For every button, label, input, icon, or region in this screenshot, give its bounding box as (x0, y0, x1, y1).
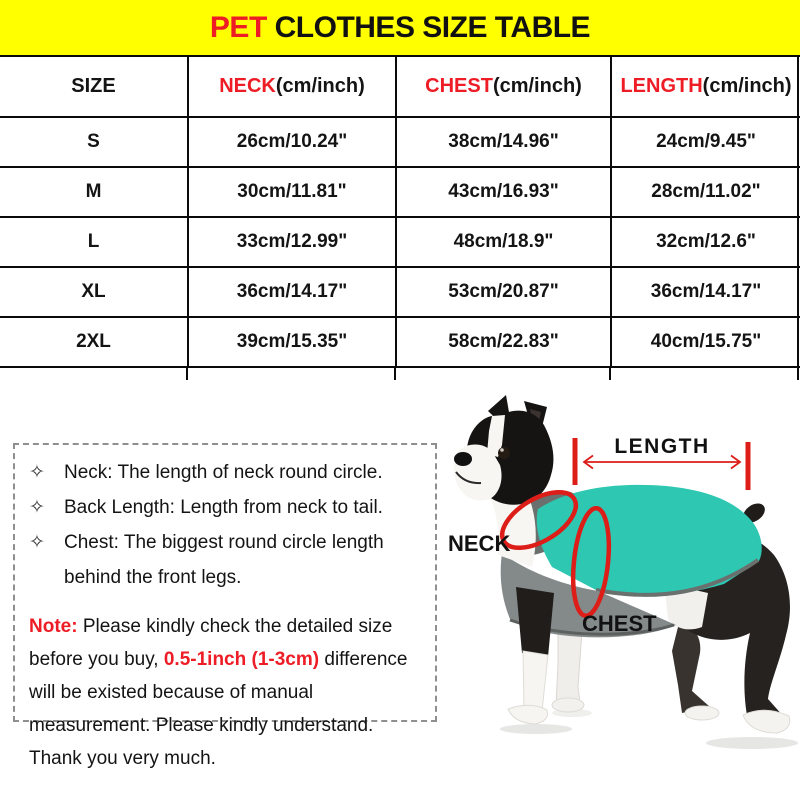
chest-cell: 53cm/20.87" (396, 267, 611, 317)
bullet-text: Neck: The length of neck round circle. (64, 462, 383, 483)
chest-cell: 58cm/22.83" (396, 317, 611, 367)
table-row (0, 167, 800, 217)
neck-cell: 36cm/14.17" (188, 267, 396, 317)
star-bullet-icon: ✧ (29, 462, 45, 483)
header-neck-unit: (cm/inch) (275, 75, 365, 97)
size-cell: 2XL (0, 317, 188, 367)
size-cell: L (0, 217, 188, 267)
chest-label: CHEST (582, 611, 657, 636)
neck-label: NECK (448, 531, 511, 556)
header-neck-label: NECK (219, 75, 276, 97)
neck-cell: 39cm/15.35" (188, 317, 396, 367)
chest-cell: 48cm/18.9" (396, 217, 611, 267)
table-divider-stub (609, 367, 611, 380)
dog-head (454, 395, 553, 505)
note-highlight: 0.5-1inch (1-3cm) (163, 649, 320, 670)
measurement-notes-box (13, 443, 437, 769)
header-chest-unit: (cm/inch) (492, 75, 582, 97)
title-banner (0, 0, 800, 55)
table-row (0, 117, 800, 167)
neck-cell: 26cm/10.24" (188, 117, 396, 167)
size-note (29, 610, 431, 775)
dog-nose (454, 452, 472, 466)
size-table (0, 55, 800, 368)
note-label: Note: (29, 616, 78, 637)
list-item (25, 490, 431, 525)
header-size-label: SIZE (71, 75, 116, 97)
neck-cell: 30cm/11.81" (188, 167, 396, 217)
table-header-row (0, 56, 800, 117)
list-item (25, 525, 431, 595)
note-text: Please kindly check the detailed size before you buy, (29, 616, 393, 670)
note-text: difference will be existed because of manual measurement. Please kindly understand. Thank you very much. (29, 649, 408, 769)
length-cell: 32cm/12.6" (611, 217, 800, 267)
neck-cell: 33cm/12.99" (188, 217, 396, 267)
header-length-label: LENGTH (620, 75, 703, 97)
star-bullet-icon: ✧ (29, 532, 45, 553)
table-right-border (797, 55, 799, 380)
star-bullet-icon: ✧ (29, 497, 45, 518)
header-chest (396, 56, 611, 117)
page-title: CLOTHES SIZE TABLE (266, 10, 591, 44)
header-length (611, 56, 800, 117)
length-label: LENGTH (614, 435, 710, 458)
bullet-text: Back Length: Length from neck to tail. (64, 497, 383, 518)
size-cell: M (0, 167, 188, 217)
header-chest-label: CHEST (425, 75, 493, 97)
table-row (0, 267, 800, 317)
header-length-unit: (cm/inch) (702, 75, 792, 97)
chest-cell: 43cm/16.93" (396, 167, 611, 217)
table-divider-stub (394, 367, 396, 380)
bullet-text: Chest: The biggest round circle length behind the front legs. (64, 532, 384, 588)
dog-eye (498, 447, 510, 459)
table-row (0, 317, 800, 367)
list-item (25, 455, 431, 490)
title-highlight: PET (209, 10, 267, 44)
length-cell: 36cm/14.17" (611, 267, 800, 317)
length-cell: 24cm/9.45" (611, 117, 800, 167)
length-cell: 28cm/11.02" (611, 167, 800, 217)
size-cell: S (0, 117, 188, 167)
chest-cell: 38cm/14.96" (396, 117, 611, 167)
header-size (0, 56, 188, 117)
table-row (0, 217, 800, 267)
dog-measurement-diagram (440, 395, 800, 762)
length-cell: 40cm/15.75" (611, 317, 800, 367)
header-neck (188, 56, 396, 117)
size-cell: XL (0, 267, 188, 317)
table-divider-stub (186, 367, 188, 380)
